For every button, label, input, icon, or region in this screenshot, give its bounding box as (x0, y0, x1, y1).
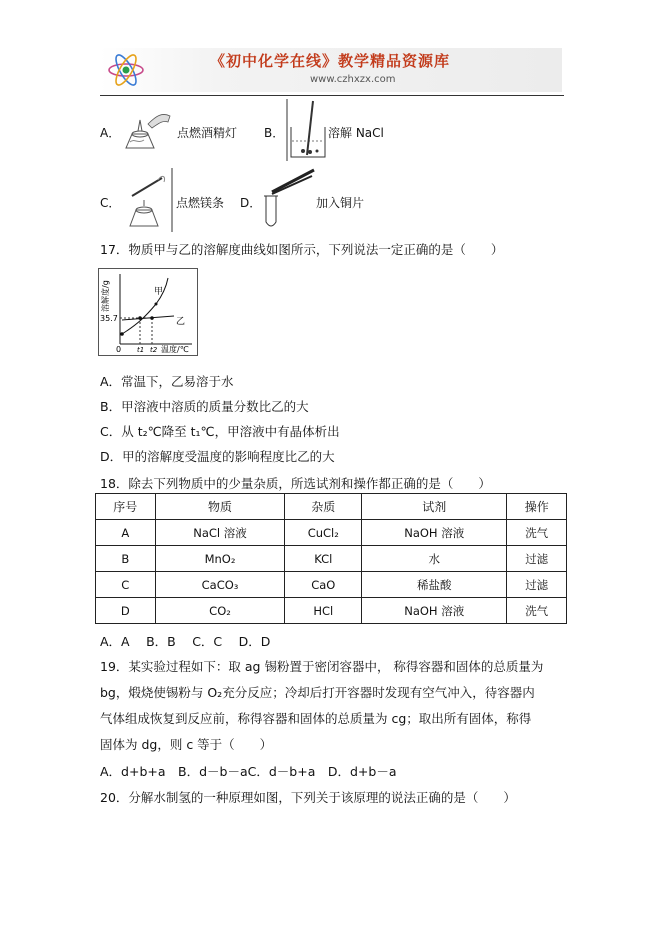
table-cell: CaO (285, 572, 362, 598)
graph-label-yi: 乙 (176, 317, 186, 327)
table-row (96, 598, 567, 624)
banner-title: 《初中化学在线》教学精品资源库 (210, 52, 451, 70)
q18-table (95, 493, 567, 624)
graph-ylabel: 溶解度/g (101, 280, 110, 312)
q17-option-b: B．甲溶液中溶质的质量分数比乙的大 (100, 399, 309, 414)
q20-stem: 20．分解水制氢的一种原理如图，下列关于该原理的说法正确的是（ ） (100, 790, 516, 805)
table-row (96, 520, 567, 546)
table-cell: CuCl₂ (285, 520, 362, 546)
table-header-cell: 试剂 (362, 494, 507, 520)
q16-option-c-letter: C． (100, 196, 121, 210)
table-cell: 过滤 (507, 572, 567, 598)
q19-line-3: 气体组成恢复到反应前，称得容器和固体的总质量为 cg；取出所有固体，称得 (100, 711, 532, 726)
table-header-cell: 杂质 (285, 494, 362, 520)
table-header-cell: 序号 (96, 494, 156, 520)
q19-line-1: 19．某实验过程如下：取 ag 锡粉置于密闭容器中， 称得容器和固体的总质量为 (100, 659, 544, 674)
table-cell: B (96, 546, 156, 572)
q17-option-d: D．甲的溶解度受温度的影响程度比乙的大 (100, 449, 335, 464)
table-cell: D (96, 598, 156, 624)
table-header-cell: 操作 (507, 494, 567, 520)
table-cell: C (96, 572, 156, 598)
q17-option-c: C．从 t₂℃降至 t₁℃，甲溶液中有晶体析出 (100, 424, 340, 439)
graph-ytick: 35.7 (100, 314, 118, 323)
q19-line-4: 固体为 dg，则 c 等于（ ） (100, 737, 273, 752)
graph-xlabel: 温度/℃ (161, 345, 189, 354)
table-header-row (96, 494, 567, 520)
alcohol-lamp-icon (118, 106, 176, 154)
burning-magnesium-icon (118, 166, 176, 234)
table-cell: MnO₂ (155, 546, 285, 572)
graph-origin: 0 (116, 345, 122, 354)
graph-t2: t2 (150, 346, 158, 354)
q16-option-a-text: 点燃酒精灯 (177, 126, 238, 140)
q17-option-a: A．常温下，乙易溶于水 (100, 374, 234, 389)
q16-option-a-letter: A． (100, 126, 121, 140)
table-cell: KCl (285, 546, 362, 572)
table-cell: NaOH 溶液 (362, 520, 507, 546)
q16-option-b-text: 溶解 NaCl (328, 126, 384, 140)
table-cell: 洗气 (507, 520, 567, 546)
graph-label-jia: 甲 (154, 287, 164, 297)
q16-option-d-letter: D． (240, 196, 262, 210)
table-cell: 过滤 (507, 546, 567, 572)
table-cell: NaOH 溶液 (362, 598, 507, 624)
q19-line-2: bg，煅烧使锡粉与 O₂充分反应；冷却后打开容器时发现有空气冲入，待容器内 (100, 685, 535, 700)
q18-options: A．A B．B C．C D．D (100, 634, 271, 649)
table-cell: A (96, 520, 156, 546)
table-header-cell: 物质 (155, 494, 285, 520)
table-cell: 稀盐酸 (362, 572, 507, 598)
table-cell: NaCl 溶液 (155, 520, 285, 546)
table-row (96, 572, 567, 598)
beaker-stirring-icon (283, 97, 329, 163)
graph-t1: t1 (137, 346, 145, 354)
table-cell: CaCO₃ (155, 572, 285, 598)
table-row (96, 546, 567, 572)
q18-stem: 18．除去下列物质中的少量杂质，所选试剂和操作都正确的是（ ） (100, 476, 491, 491)
table-cell: 水 (362, 546, 507, 572)
solubility-graph (98, 268, 198, 356)
test-tube-tongs-icon (262, 166, 318, 232)
q17-stem: 17．物质甲与乙的溶解度曲线如图所示，下列说法一定正确的是（ ） (100, 242, 504, 257)
banner-url: www.czhxzx.com (310, 74, 396, 85)
table-cell: CO₂ (155, 598, 285, 624)
q16-option-c-text: 点燃镁条 (176, 196, 225, 210)
q16-option-b-letter: B． (264, 126, 285, 140)
q19-options: A．d+b+a B．d－b－aC．d－b+a D．d+b－a (100, 764, 397, 779)
table-cell: 洗气 (507, 598, 567, 624)
header-rule (100, 95, 564, 96)
table-cell: HCl (285, 598, 362, 624)
q16-option-d-text: 加入铜片 (316, 196, 365, 210)
